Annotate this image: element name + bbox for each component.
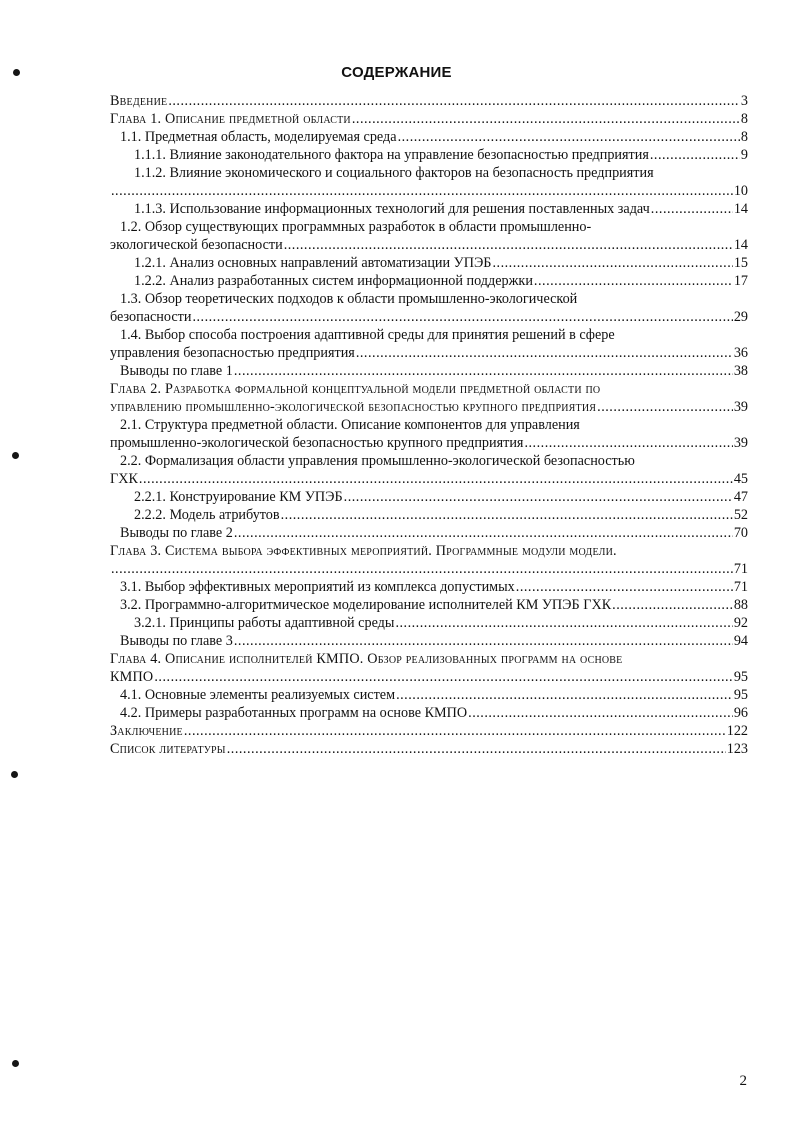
- toc-entry-text: Глава 2. Разработка формальной концептуальной модели предметной области по: [110, 381, 601, 397]
- toc-entry-text: ГХК: [110, 471, 138, 487]
- dot-leader: [650, 146, 740, 164]
- toc-entry-line: [110, 632, 748, 650]
- toc-entry-line: [110, 416, 748, 434]
- toc-page-number: 94: [733, 633, 748, 649]
- toc-page-number: 9: [740, 147, 748, 163]
- toc-page-number: 122: [726, 723, 748, 739]
- toc-page-number: 29: [733, 309, 748, 325]
- toc-entry-line: [110, 380, 748, 398]
- toc-page-number: 36: [733, 345, 748, 361]
- toc-entry-line: [110, 398, 748, 416]
- toc-entry-text: 2.2.1. Конструирование КМ УПЭБ: [134, 489, 343, 505]
- toc-entry-line: [110, 524, 748, 542]
- toc-entry-text: 1.4. Выбор способа построения адаптивной среды для принятия решений в сфере: [120, 327, 615, 343]
- dot-leader: [516, 578, 733, 596]
- toc-page-number: 70: [733, 525, 748, 541]
- punch-hole-mark: [12, 1060, 19, 1067]
- toc-page-number: 8: [740, 129, 748, 145]
- dot-leader: [534, 272, 733, 290]
- toc-entry-text: Глава 4. Описание исполнителей КМПО. Обзор реализованных программ на основе: [110, 651, 623, 667]
- toc-page-number: 39: [733, 435, 748, 451]
- toc-page-number: 45: [733, 471, 748, 487]
- toc-entry-line: [110, 218, 748, 236]
- toc-entry-line: [110, 596, 748, 614]
- toc-page-number: 71: [733, 579, 748, 595]
- toc-entry-text: Выводы по главе 1: [120, 363, 233, 379]
- dot-leader: [524, 434, 732, 452]
- dot-leader: [468, 704, 733, 722]
- toc-entry-line: [110, 362, 748, 380]
- toc-entry-text: Список литературы: [110, 741, 226, 757]
- dot-leader: [398, 128, 740, 146]
- toc-page-number: 123: [726, 741, 748, 757]
- toc-entry-line: [110, 326, 748, 344]
- toc-entry-line: [110, 506, 748, 524]
- toc-entry-text: 2.1. Структура предметной области. Описание компонентов для управления: [120, 417, 580, 433]
- toc-page-number: 38: [733, 363, 748, 379]
- dot-leader: [234, 524, 733, 542]
- toc-entry-text: Выводы по главе 2: [120, 525, 233, 541]
- toc-entry-text: Выводы по главе 3: [120, 633, 233, 649]
- dot-leader: [111, 182, 733, 200]
- dot-leader: [492, 254, 732, 272]
- punch-hole-mark: [11, 771, 18, 778]
- toc-entry-line: [110, 290, 748, 308]
- dot-leader: [395, 614, 732, 632]
- toc-page-number: 71: [733, 561, 748, 577]
- toc-entry-line: [110, 434, 748, 452]
- dot-leader: [234, 632, 733, 650]
- dot-leader: [352, 110, 740, 128]
- dot-leader: [184, 722, 726, 740]
- toc-entry-text: Введение: [110, 93, 168, 109]
- toc-entry-line: [110, 542, 748, 560]
- dot-leader: [612, 596, 733, 614]
- toc-page-number: 39: [733, 399, 748, 415]
- toc-page-number: 92: [733, 615, 748, 631]
- toc-entry-text: 3.2. Программно-алгоритмическое моделирование исполнителей КМ УПЭБ ГХК: [120, 597, 612, 613]
- dot-leader: [192, 308, 732, 326]
- toc-entry-text: 1.3. Обзор теоретических подходов к области промышленно-экологической: [120, 291, 578, 307]
- toc-entry-text: управления безопасностью предприятия: [110, 345, 355, 361]
- dot-leader: [651, 200, 733, 218]
- toc-entry-text: 2.2. Формализация области управления промышленно-экологической безопасностью: [120, 453, 635, 469]
- dot-leader: [396, 686, 733, 704]
- toc-entry-text: промышленно-экологической безопасностью крупного предприятия: [110, 435, 524, 451]
- toc-entry-line: [110, 254, 748, 272]
- toc-page-number: 10: [733, 183, 748, 199]
- toc-entry-line: [110, 92, 748, 110]
- toc-entry-line: [110, 344, 748, 362]
- toc-entry-line: [110, 128, 748, 146]
- dot-leader: [597, 398, 733, 416]
- toc-entry-text: 4.1. Основные элементы реализуемых систем: [120, 687, 396, 703]
- toc-entry-line: [110, 560, 748, 578]
- dot-leader: [281, 506, 733, 524]
- toc-page-number: 14: [733, 237, 748, 253]
- toc-entry-line: [110, 686, 748, 704]
- toc-entry-text: 3.2.1. Принципы работы адаптивной среды: [134, 615, 395, 631]
- toc-entry-text: 1.1. Предметная область, моделируемая среда: [120, 129, 397, 145]
- dot-leader: [344, 488, 733, 506]
- toc-entry-line: [110, 740, 748, 758]
- dot-leader: [154, 668, 732, 686]
- toc-entry-text: 1.1.1. Влияние законодательного фактора на управление безопасностью предприятия: [134, 147, 649, 163]
- toc-entry-line: [110, 668, 748, 686]
- page-title: СОДЕРЖАНИЕ: [341, 64, 452, 81]
- toc-entry-text: 2.2.2. Модель атрибутов: [134, 507, 280, 523]
- dot-leader: [111, 560, 733, 578]
- toc-entry-line: [110, 488, 748, 506]
- toc-entry-line: [110, 650, 748, 668]
- toc-entry-line: [110, 452, 748, 470]
- toc-entry-line: [110, 470, 748, 488]
- page-number: 2: [739, 1073, 747, 1089]
- toc-entry-text: 4.2. Примеры разработанных программ на основе КМПО: [120, 705, 468, 721]
- punch-hole-mark: [12, 452, 19, 459]
- table-of-contents: [110, 92, 748, 758]
- dot-leader: [168, 92, 740, 110]
- toc-page-number: 47: [733, 489, 748, 505]
- toc-entry-line: [110, 272, 748, 290]
- toc-entry-text: Глава 3. Система выбора эффективных мероприятий. Программные модули модели.: [110, 543, 617, 559]
- toc-page-number: 95: [733, 687, 748, 703]
- toc-page-number: 52: [733, 507, 748, 523]
- toc-entry-line: [110, 146, 748, 164]
- toc-page-number: 96: [733, 705, 748, 721]
- toc-entry-text: 1.1.2. Влияние экономического и социального факторов на безопасность предприятия: [134, 165, 654, 181]
- toc-page-number: 17: [733, 273, 748, 289]
- toc-page-number: 8: [740, 111, 748, 127]
- toc-entry-text: безопасности: [110, 309, 192, 325]
- dot-leader: [284, 236, 733, 254]
- toc-entry-line: [110, 614, 748, 632]
- toc-entry-line: [110, 182, 748, 200]
- toc-entry-text: КМПО: [110, 669, 154, 685]
- toc-entry-text: управлению промышленно-экологической безопасностью крупного предприятия: [110, 399, 597, 415]
- toc-entry-line: [110, 704, 748, 722]
- dot-leader: [139, 470, 733, 488]
- toc-page-number: 88: [733, 597, 748, 613]
- toc-entry-text: Заключение: [110, 723, 183, 739]
- toc-entry-text: экологической безопасности: [110, 237, 283, 253]
- toc-entry-text: Глава 1. Описание предметной области: [110, 111, 351, 127]
- toc-entry-line: [110, 164, 748, 182]
- dot-leader: [234, 362, 733, 380]
- toc-page-number: 14: [733, 201, 748, 217]
- toc-entry-line: [110, 110, 748, 128]
- toc-entry-line: [110, 200, 748, 218]
- toc-entry-line: [110, 578, 748, 596]
- toc-page-number: 95: [733, 669, 748, 685]
- toc-entry-line: [110, 722, 748, 740]
- toc-entry-text: 1.2. Обзор существующих программных разработок в области промышленно-: [120, 219, 592, 235]
- dot-leader: [356, 344, 733, 362]
- toc-page-number: 15: [733, 255, 748, 271]
- toc-entry-text: 1.1.3. Использование информационных технологий для решения поставленных задач: [134, 201, 650, 217]
- toc-entry-text: 3.1. Выбор эффективных мероприятий из комплекса допустимых: [120, 579, 515, 595]
- toc-entry-line: [110, 308, 748, 326]
- toc-entry-text: 1.2.2. Анализ разработанных систем информационной поддержки: [134, 273, 533, 289]
- toc-entry-line: [110, 236, 748, 254]
- toc-page-number: 3: [740, 93, 748, 109]
- toc-entry-text: 1.2.1. Анализ основных направлений автоматизации УПЭБ: [134, 255, 492, 271]
- dot-leader: [227, 740, 726, 758]
